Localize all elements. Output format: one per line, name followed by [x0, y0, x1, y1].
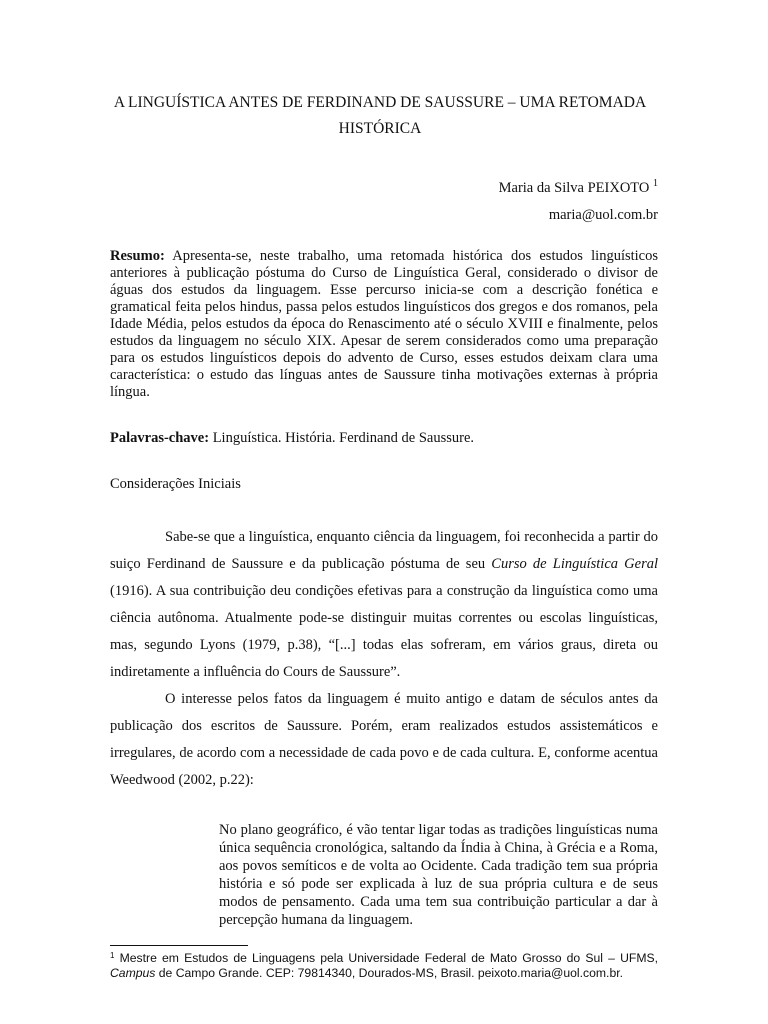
- footnote-mark: 1: [110, 951, 115, 960]
- footnote: [110, 948, 658, 981]
- abstract-label: Resumo:: [110, 248, 165, 264]
- footnote-campus: Campus: [110, 966, 156, 980]
- book-title: Curso de Linguística Geral: [491, 556, 658, 572]
- block-quote: No plano geográfico, é vão tentar ligar todas as tradições linguísticas numa única sequência cronológica, saltando da Índia à China, à Grécia e a Roma, aos povos semíticos e de volta ao Ocidente. Cada tradição tem sua própria história e só pode ser explicada à luz de sua própria cultura e de seus modos de pensamento. Cada uma tem sua contribuição particular a dar à percepção humana da linguagem.: [219, 822, 658, 928]
- body-text: [110, 524, 658, 794]
- paragraph-1: [110, 524, 658, 686]
- section-title: Considerações Iniciais: [110, 476, 241, 492]
- author-name-line: [499, 170, 658, 202]
- author-block: [499, 170, 658, 229]
- abstract: [110, 248, 658, 401]
- paragraph-2: O interesse pelos fatos da linguagem é muito antigo e datam de séculos antes da publicação dos escritos de Saussure. Porém, eram realizados estudos assistemáticos e irregulares, de acordo com a necessidade de cada povo e de cada cultura. E, conforme acentua Weedwood (2002, p.22):: [110, 691, 658, 788]
- keywords-text: Linguística. História. Ferdinand de Saussure.: [209, 430, 475, 446]
- footnote-part-2: de Campo Grande. CEP: 79814340, Dourados-MS, Brasil. peixoto.maria@uol.com.br.: [155, 966, 623, 980]
- footnote-part-1: Mestre em Estudos de Linguagens pela Universidade Federal de Mato Grosso do Sul – UFMS,: [114, 951, 658, 965]
- author-footnote-mark: 1: [653, 178, 658, 189]
- paragraph-1-part-1: Sabe-se que a linguística, enquanto ciência da linguagem, foi reconhecida a partir do suiço Ferdinand de Saussure e da publicação póstuma de seu: [110, 529, 658, 572]
- author-email: maria@uol.com.br: [548, 207, 658, 223]
- paragraph-1-part-2: (1916). A sua contribuição deu condições efetivas para a construção da linguística como uma ciência autônoma. Atualmente pode-se distinguir muitas correntes ou escolas linguísticas, mas, segundo Lyons (1979, p.38), “[...] todas elas sofreram, em vários graus, direta ou indiretamente a influência do Cours de Saussure”.: [110, 583, 658, 680]
- title-line-1: A LINGUÍSTICA ANTES DE FERDINAND DE SAUSSURE – UMA RETOMADA: [113, 94, 647, 111]
- author-name: Maria da Silva PEIXOTO: [498, 180, 650, 196]
- footnote-separator: [110, 945, 248, 946]
- keywords-label: Palavras-chave:: [110, 430, 210, 446]
- document-title: [100, 90, 660, 142]
- keywords: [110, 428, 658, 448]
- abstract-text: Apresenta-se, neste trabalho, uma retomada histórica dos estudos linguísticos anteriores à publicação póstuma do Curso de Linguística Geral, considerado o divisor de águas dos estudos da linguagem. Esse percurso inicia-se com a descrição fonética e gramatical feita pelos hindus, passa pelos estudos linguísticos dos gregos e dos romanos, pela Idade Média, pelos estudos da época do Renascimento até o século XVIII e finalmente, pelos estudos da linguagem no século XIX. Apesar de serem considerados como uma preparação para os estudos linguísticos depois do advento de Curso, esses estudos deixam clara uma característica: o estudo das línguas antes de Saussure tinha motivações externas à própria língua.: [110, 248, 658, 400]
- title-line-2: HISTÓRICA: [338, 120, 422, 137]
